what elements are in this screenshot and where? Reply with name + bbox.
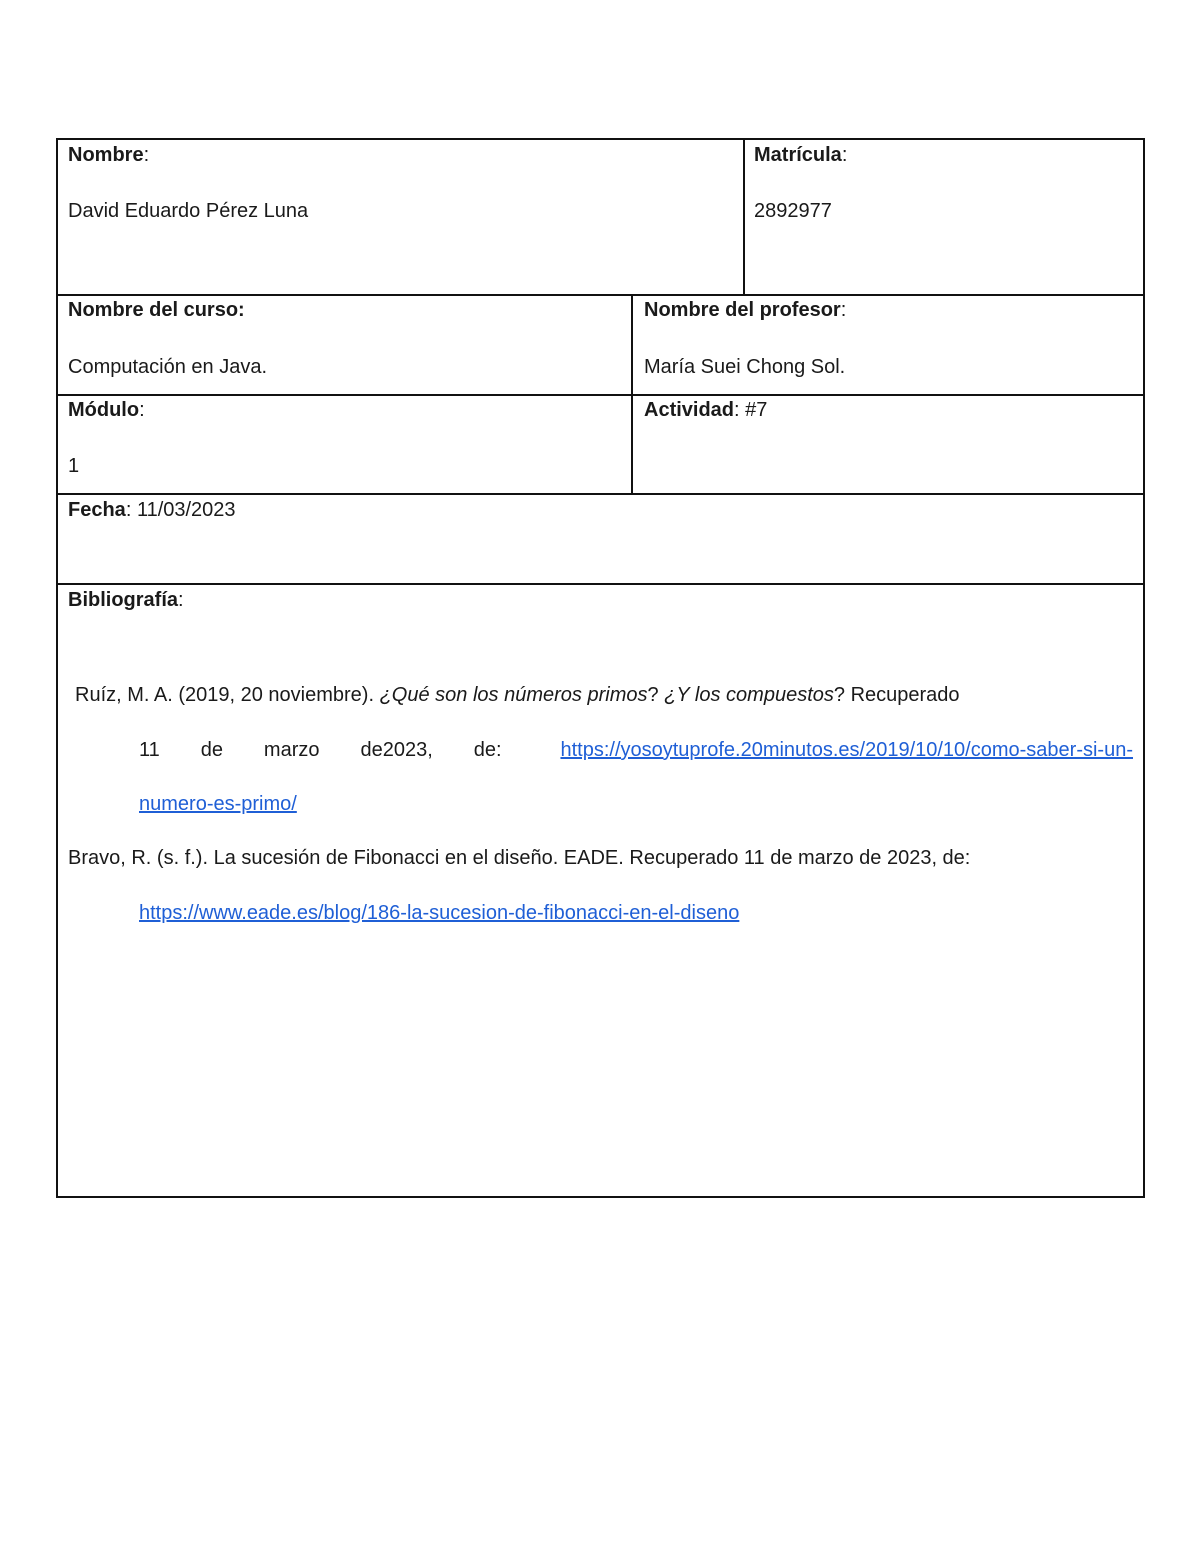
actividad-label: Actividad: #7	[644, 399, 768, 421]
reference-1-title-a: ¿Qué son los números primos	[379, 684, 648, 706]
table-border-row2	[56, 394, 1145, 396]
reference-1-author: Ruíz, M. A. (2019, 20 noviembre).	[75, 684, 380, 706]
reference-2-url[interactable]: https://www.eade.es/blog/186-la-sucesion-de-fibonacci-en-el-diseno	[139, 902, 740, 924]
table-border-right	[1143, 138, 1145, 1198]
reference-1-word: de	[200, 739, 223, 761]
reference-1-line-3	[139, 790, 297, 818]
table-border-row4	[56, 583, 1145, 585]
table-divider-row1	[743, 138, 745, 296]
reference-1-title-b: ¿Y los compuestos	[664, 684, 834, 706]
fecha-label: Fecha: 11/03/2023	[68, 499, 236, 521]
reference-2-text: Bravo, R. (s. f.). La sucesión de Fibonacci en el diseño. EADE. Recuperado 11 de marzo de 2023, de:	[68, 847, 971, 869]
reference-1-word: de2023,	[360, 739, 433, 761]
reference-2-line-2	[139, 899, 739, 927]
table-border-row3	[56, 493, 1145, 495]
profesor-label: Nombre del profesor:	[644, 299, 847, 321]
reference-1-url-part2[interactable]: numero-es-primo/	[139, 793, 297, 815]
nombre-label: Nombre:	[68, 144, 150, 166]
curso-value: Computación en Java.	[68, 356, 268, 378]
matricula-value: 2892977	[754, 200, 832, 222]
table-divider-row2-3	[631, 294, 633, 495]
table-border-top	[56, 138, 1145, 140]
modulo-value: 1	[68, 455, 80, 477]
reference-1-word: 11	[139, 739, 160, 761]
nombre-value: David Eduardo Pérez Luna	[68, 200, 309, 222]
reference-1-line-1	[75, 681, 960, 709]
reference-1-q2: ? Recuperado	[833, 684, 960, 706]
profesor-value: María Suei Chong Sol.	[644, 356, 846, 378]
reference-1-word: de:	[473, 739, 502, 761]
curso-label: Nombre del curso:	[68, 299, 245, 321]
bibliografia-label: Bibliografía:	[68, 589, 184, 611]
reference-1-line-2	[139, 736, 1133, 764]
matricula-label: Matrícula:	[754, 144, 848, 166]
modulo-label: Módulo:	[68, 399, 145, 421]
table-border-left	[56, 138, 58, 1198]
reference-1-q1: ?	[647, 684, 665, 706]
table-border-bottom	[56, 1196, 1145, 1198]
reference-1-word: marzo	[263, 739, 320, 761]
actividad-value: #7	[745, 399, 768, 421]
reference-1-url-part1[interactable]: https://yosoytuprofe.20minutos.es/2019/10/10/como-saber-si-un-	[560, 739, 1133, 761]
fecha-value: 11/03/2023	[136, 499, 236, 521]
